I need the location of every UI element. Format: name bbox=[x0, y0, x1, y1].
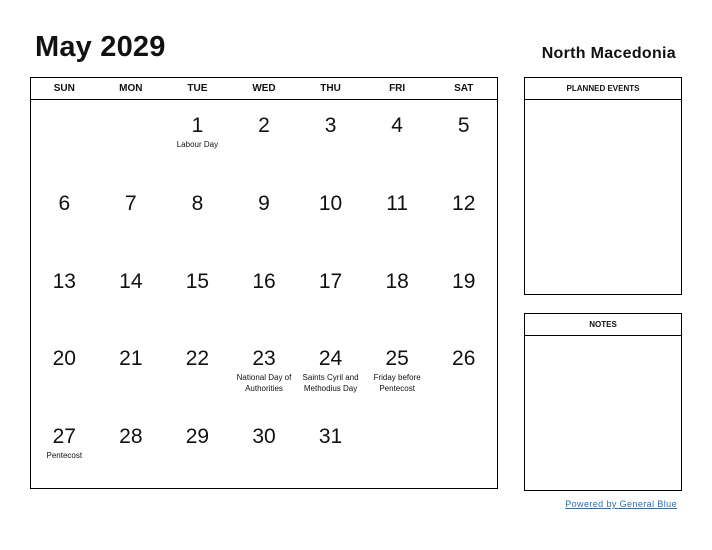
day-number: 18 bbox=[385, 269, 409, 293]
day-number: 27 bbox=[52, 425, 76, 449]
day-cell bbox=[364, 256, 431, 334]
day-cell bbox=[164, 411, 231, 489]
day-cell bbox=[364, 178, 431, 256]
day-number: 3 bbox=[324, 114, 337, 137]
day-number: 10 bbox=[318, 191, 343, 215]
weekday-header: THU bbox=[320, 83, 341, 94]
weekday-header: SAT bbox=[454, 83, 474, 94]
day-number: 1 bbox=[191, 114, 204, 137]
day-cell bbox=[430, 333, 497, 411]
day-number: 26 bbox=[452, 347, 476, 371]
day-cell bbox=[231, 333, 298, 411]
holiday-label: Saints Cyril and Methodius Day bbox=[302, 373, 359, 394]
weekday-header: WED bbox=[252, 83, 276, 94]
weekday-header: TUE bbox=[187, 83, 208, 94]
notes-panel bbox=[524, 313, 682, 491]
day-cell bbox=[164, 333, 231, 411]
day-cell bbox=[98, 100, 165, 178]
country-label: North Macedonia bbox=[541, 45, 676, 62]
day-cell bbox=[31, 256, 98, 334]
day-number: 28 bbox=[119, 425, 143, 449]
day-number: 9 bbox=[258, 191, 270, 215]
day-number: 12 bbox=[452, 191, 476, 215]
day-cell bbox=[231, 100, 298, 178]
day-cell bbox=[430, 178, 497, 256]
day-cell bbox=[430, 256, 497, 334]
day-number: 2 bbox=[258, 114, 270, 137]
day-cell bbox=[231, 256, 298, 334]
day-cell bbox=[31, 333, 98, 411]
day-number: 8 bbox=[191, 191, 204, 215]
day-number: 5 bbox=[457, 114, 470, 137]
day-cell bbox=[297, 411, 364, 489]
powered-by-link[interactable]: Powered by General Blue bbox=[565, 499, 677, 509]
day-number: 22 bbox=[185, 347, 210, 371]
day-number: 21 bbox=[119, 347, 143, 371]
weekday-header: FRI bbox=[389, 83, 406, 94]
day-cell bbox=[164, 256, 231, 334]
notes-header: NOTES bbox=[525, 314, 681, 336]
day-cell bbox=[98, 256, 165, 334]
day-cell bbox=[297, 100, 364, 178]
day-cell bbox=[164, 178, 231, 256]
day-cell bbox=[98, 333, 165, 411]
holiday-label: Labour Day bbox=[176, 140, 219, 149]
day-number: 30 bbox=[252, 425, 276, 449]
day-cell bbox=[430, 411, 497, 489]
day-cell bbox=[98, 411, 165, 489]
day-cell bbox=[31, 411, 98, 489]
day-cell bbox=[98, 178, 165, 256]
day-cell bbox=[364, 100, 431, 178]
day-number: 11 bbox=[386, 191, 409, 215]
day-number: 31 bbox=[318, 425, 343, 449]
day-cell bbox=[430, 100, 497, 178]
day-cell bbox=[297, 256, 364, 334]
day-cell bbox=[297, 333, 364, 411]
page-title: May 2029 bbox=[35, 31, 166, 63]
planned-events-header: PLANNED EVENTS bbox=[525, 78, 681, 100]
day-number: 19 bbox=[452, 269, 476, 293]
day-number: 4 bbox=[391, 114, 403, 137]
day-number: 15 bbox=[185, 269, 210, 293]
day-cell bbox=[164, 100, 231, 178]
day-number: 13 bbox=[52, 269, 76, 293]
day-number: 16 bbox=[252, 269, 276, 293]
day-number: 6 bbox=[58, 191, 71, 215]
calendar-grid bbox=[30, 77, 498, 489]
day-cell bbox=[364, 333, 431, 411]
day-number: 25 bbox=[385, 347, 409, 371]
day-cell bbox=[297, 178, 364, 256]
day-number: 14 bbox=[119, 269, 143, 293]
holiday-label: Pentecost bbox=[46, 451, 83, 461]
day-number: 23 bbox=[252, 347, 276, 371]
day-cell bbox=[31, 100, 98, 178]
holiday-label: National Day of Authorities bbox=[236, 373, 292, 394]
weekday-header-row bbox=[31, 78, 497, 100]
day-number: 17 bbox=[318, 269, 343, 293]
day-cell bbox=[31, 178, 98, 256]
day-cell bbox=[231, 178, 298, 256]
planned-events-panel bbox=[524, 77, 682, 295]
day-number: 29 bbox=[185, 425, 210, 449]
day-number: 24 bbox=[318, 347, 343, 371]
calendar-body bbox=[31, 100, 497, 489]
day-cell bbox=[231, 411, 298, 489]
holiday-label: Friday before Pentecost bbox=[373, 373, 421, 394]
weekday-header: SUN bbox=[53, 83, 75, 94]
day-number: 20 bbox=[52, 347, 76, 371]
day-cell bbox=[364, 411, 431, 489]
weekday-header: MON bbox=[119, 83, 143, 94]
day-number: 7 bbox=[125, 191, 137, 215]
